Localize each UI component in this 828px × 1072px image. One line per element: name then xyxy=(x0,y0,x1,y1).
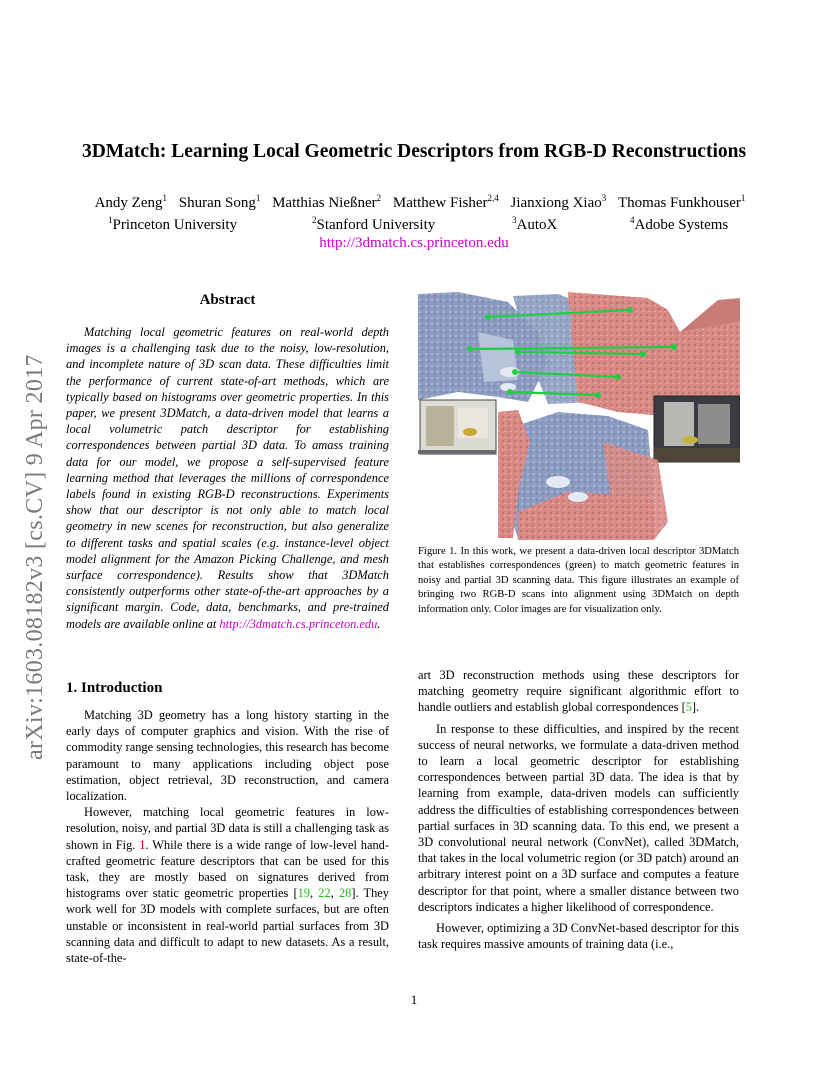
project-url-link[interactable]: http://3dmatch.cs.princeton.edu xyxy=(319,235,509,251)
section-heading-introduction: 1. Introduction xyxy=(66,680,163,696)
citation-link[interactable]: 28 xyxy=(338,886,352,901)
author: Shuran Song$^1$ xyxy=(178,193,261,211)
arxiv-identifier: arXiv:1603.08182v3 [cs.CV] 9 Apr 2017 xyxy=(22,354,48,760)
author: Matthias Nießner$^2$ xyxy=(272,193,382,211)
author: Andy Zeng$^1$ xyxy=(94,193,167,211)
abstract-text: Matching local geometric features on real-world depth images is a challenging task due to the noisy, low-resolution, and incomplete nature of 3D scan data. These difficulties limit the performance of current state-of-art methods, which are typically based on histograms over geometric properties. In this paper, we present 3DMatch, a data-driven model that learns a local volumetric patch descriptor for establishing correspondences between partial 3D data. To amass training data for our model, we propose a self-supervised feature learning method that leverages the millions of correspondence labels found in existing RGB-D reconstructions. Experiments show that our descriptor is not only able to match local geometry in new scenes for reconstruction, but also generalize to different tasks and spatial scales (e.g. instance-level object model alignment for the Amazon Picking Challenge, and mesh surface correspondence). Results show that 3DMatch consistently outperforms other state-of-the-art approaches by a significant margin. Code, data, benchmarks, and pre-trained models are available online at http://3dmatch.cs.princeton.edu. xyxy=(66,325,389,631)
paragraph: However, optimizing a 3D ConvNet-based descriptor for this task requires massive amounts of training data (i.e., xyxy=(418,921,740,952)
author: Thomas Funkhouser$^1$ xyxy=(617,193,746,211)
introduction-left-column xyxy=(66,707,389,966)
paragraph: Matching 3D geometry has a long history starting in the early days of computer graphics and vision. With the rise of commodity range sensing technologies, this research has become paramount to many applications including object pose estimation, object retrieval, 3D reconstruction, and camera localization. xyxy=(66,708,389,804)
figure-1-caption: Figure 1. In this work, we present a data-driven local descriptor 3DMatch that establishes correspondences (green) to match geometric features in noisy and partial 3D scanning data. This figure illustrates an example of bringing two RGB-D scans into alignment using 3DMatch on depth information only. Color images are for visualization only. xyxy=(418,546,739,615)
affiliation: $^3$AutoX xyxy=(512,215,558,233)
abstract-url-link[interactable]: http://3dmatch.cs.princeton.edu xyxy=(219,616,378,631)
citation-link[interactable]: 22 xyxy=(318,886,331,901)
citation-link[interactable]: 19 xyxy=(297,886,311,901)
figure-ref-link[interactable]: 1 xyxy=(139,837,146,852)
introduction-right-column xyxy=(418,667,739,952)
affiliation: $^2$Stanford University xyxy=(312,215,436,233)
page-number: 1 xyxy=(410,992,418,1007)
affiliation: $^1$Princeton University xyxy=(108,215,238,233)
author: Matthew Fisher$^{2,4}$ xyxy=(392,193,499,211)
figure-1-scan-alignment xyxy=(418,292,740,540)
citation-link[interactable]: 5 xyxy=(685,700,692,715)
paragraph: In response to these difficulties, and inspired by the recent success of neural networks, we formulate a data-driven method to learn a local geometric descriptor for establishing correspondences between partial 3D data. The idea is that by learning from example, data-driven models can sufficiently address the difficulties of establishing correspondences between partial surfaces in 3D scanning data. To this end, we present a 3D convolutional neural network (ConvNet), called 3DMatch, that takes in the local volumetric region (or 3D patch) around an arbitrary interest point on a 3D surface and computes a feature descriptor for that point, where a smaller distance between two descriptors indicates a higher likelihood of correspondence. xyxy=(418,721,739,914)
affiliation: $^4$Adobe Systems xyxy=(630,215,729,233)
paragraph: art 3D reconstruction methods using these descriptors for matching geometry require significant algorithmic effort to handle outliers and establish global correspondences [5]. xyxy=(418,668,739,715)
abstract-heading: Abstract xyxy=(199,292,256,308)
author-list xyxy=(60,194,780,213)
figure-1-illustration xyxy=(418,292,740,540)
author: Jianxiong Xiao$^3$ xyxy=(510,193,607,211)
paragraph: However, matching local geometric features in low-resolution, noisy, and partial 3D data is still a challenging task as shown in Fig. 1. While there is a wide range of low-level hand-crafted geometric feature descriptors that can be used for this task, they are mostly based on signatures derived from histograms over static geometric properties [19, 22, 28]. They work well for 3D models with complete surfaces, but are often unstable or inconsistent in real-world partial surfaces from 3D scanning data and difficult to adapt to new datasets. As a result, state-of-the- xyxy=(66,805,389,966)
paper-title: 3DMatch: Learning Local Geometric Descriptors from RGB-D Reconstructions xyxy=(81,141,747,162)
